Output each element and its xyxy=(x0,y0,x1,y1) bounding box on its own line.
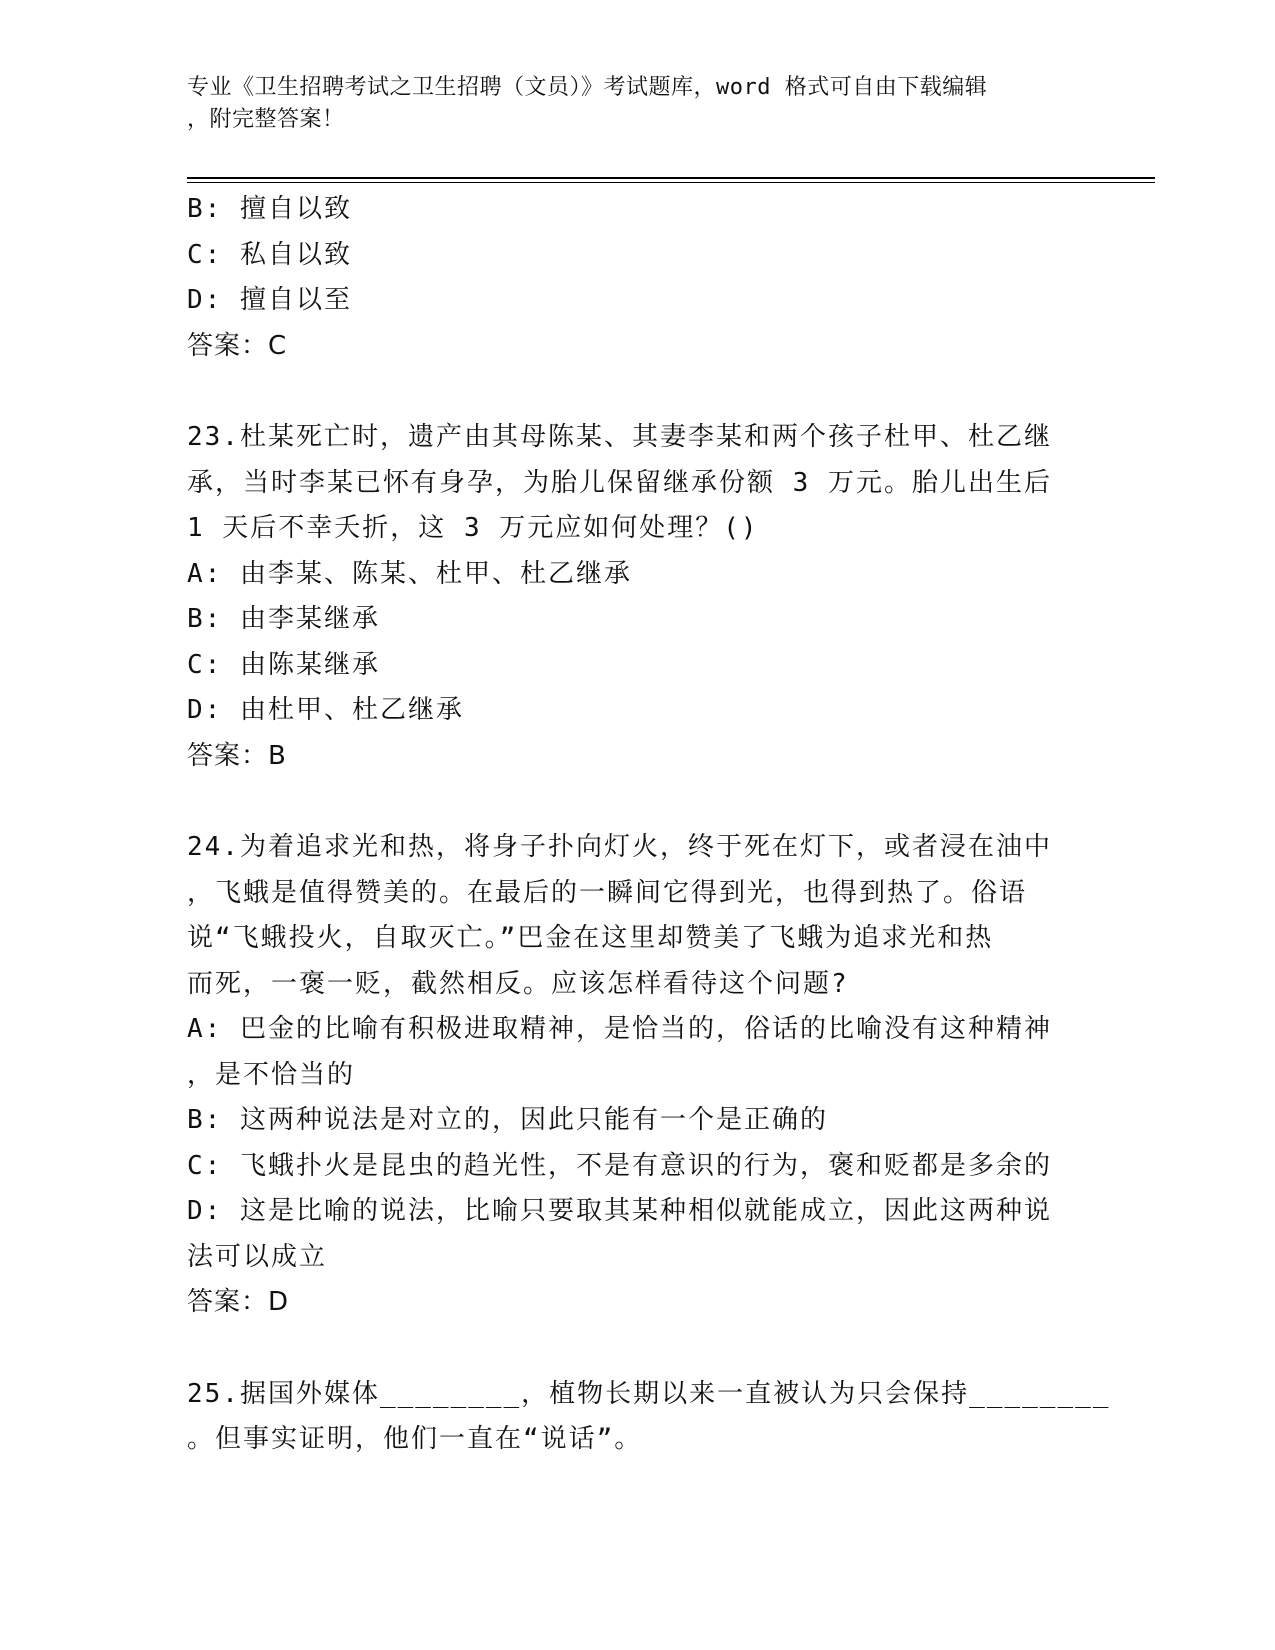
question-stem-line: 24.为着追求光和热，将身子扑向灯火，终于死在灯下，或者浸在油中 xyxy=(187,832,1052,862)
answer: 答案：D xyxy=(187,1287,290,1317)
option-c: C: 飞蛾扑火是昆虫的趋光性，不是有意识的行为，褒和贬都是多余的 xyxy=(187,1150,1052,1181)
option-d: D: 擅自以至 xyxy=(187,285,352,315)
question-25 xyxy=(187,1372,1111,1463)
option-d: D: 由杜甲、杜乙继承 xyxy=(187,695,464,725)
option-c: C: 私自以致 xyxy=(187,239,352,270)
header-line-1: 专业《卫生招聘考试之卫生招聘（文员）》考试题库，word 格式可自由下载编辑 xyxy=(187,75,988,100)
question-content xyxy=(187,187,1111,1463)
question-22 xyxy=(187,187,1087,369)
option-c: C: 由陈某继承 xyxy=(187,649,380,680)
option-d: D: 这是比喻的说法，比喻只要取其某种相似就能成立，因此这两种说 xyxy=(187,1196,1052,1226)
question-stem-line: 。但事实证明，他们一直在“说话”。 xyxy=(187,1424,643,1454)
option-a: A: 巴金的比喻有积极进取精神，是恰当的，俗话的比喻没有这种精神 xyxy=(187,1014,1052,1044)
option-d-continued: 法可以成立 xyxy=(187,1241,328,1272)
option-b: B: 这两种说法是对立的，因此只能有一个是正确的 xyxy=(187,1105,828,1135)
option-a: A: 由李某、陈某、杜甲、杜乙继承 xyxy=(187,558,632,589)
option-b: B: 擅自以致 xyxy=(187,194,352,224)
answer: 答案：C xyxy=(187,330,288,361)
question-stem-line: 1 天后不幸夭折，这 3 万元应如何处理？() xyxy=(187,513,759,543)
header-rule-thin xyxy=(187,182,1155,183)
question-stem-line: 23.杜某死亡时，遗产由其母陈某、其妻李某和两个孩子杜甲、杜乙继 xyxy=(187,422,1052,452)
question-24 xyxy=(187,825,1087,1326)
option-b: B: 由李某继承 xyxy=(187,604,380,634)
question-stem-line: 而死，一褒一贬，截然相反。应该怎样看待这个问题? xyxy=(187,968,849,999)
question-stem-line: 承，当时李某已怀有身孕，为胎儿保留继承份额 3 万元。胎儿出生后 xyxy=(187,467,1052,498)
answer: 答案：B xyxy=(187,740,287,771)
question-23 xyxy=(187,415,1087,779)
question-stem-line: 说“飞蛾投火，自取灭亡。”巴金在这里却赞美了飞蛾为追求光和热 xyxy=(187,923,994,953)
header-line-2: ，附完整答案！ xyxy=(187,107,345,132)
header-rule-thick xyxy=(187,177,1155,179)
question-stem-line: ，飞蛾是值得赞美的。在最后的一瞬间它得到光，也得到热了。俗语 xyxy=(187,877,1028,908)
question-stem-line: 25.据国外媒体________，植物长期以来一直被认为只会保持________ xyxy=(187,1378,1111,1409)
document-header xyxy=(187,72,1067,136)
option-a-continued: ，是不恰当的 xyxy=(187,1059,356,1090)
